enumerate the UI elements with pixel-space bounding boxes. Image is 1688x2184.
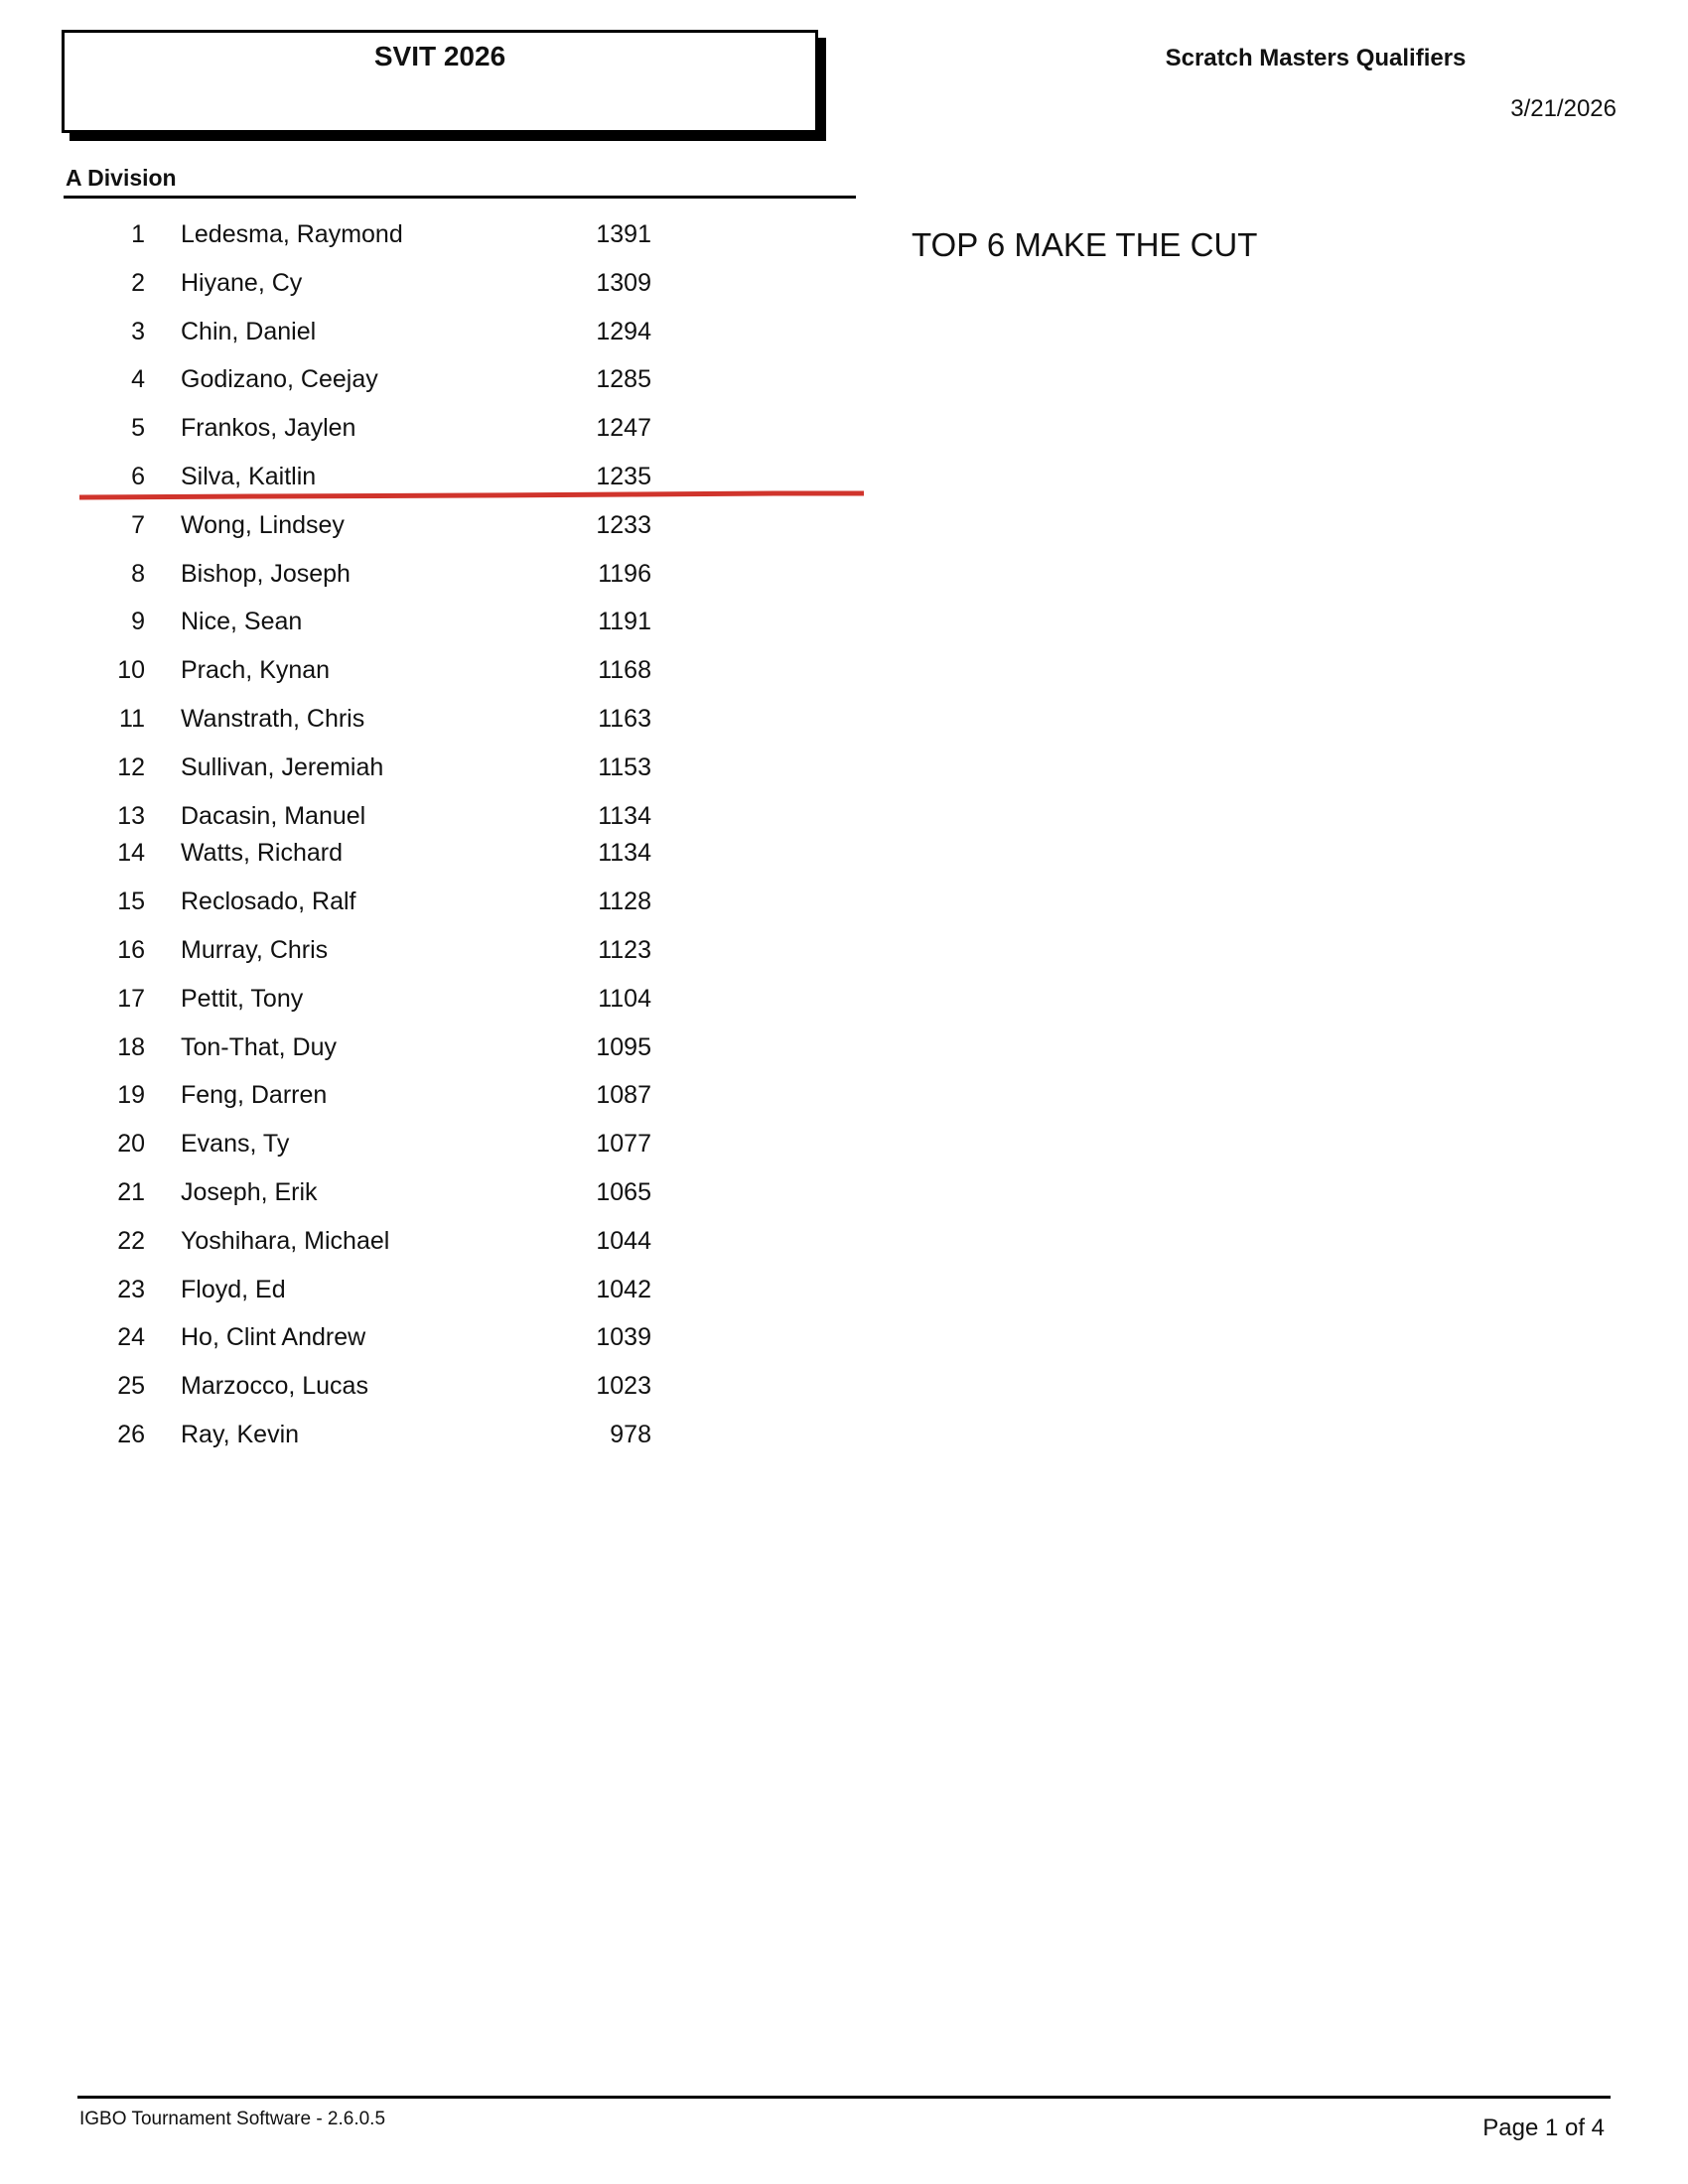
standings-row: [0, 1178, 695, 1212]
tournament-title-box: [62, 30, 818, 133]
row-rank: 1: [131, 220, 145, 248]
standings-row: [0, 1372, 695, 1406]
division-heading: A Division: [66, 165, 177, 191]
row-bowler-name: Wong, Lindsey: [181, 510, 345, 539]
row-score: 1309: [596, 268, 651, 297]
row-rank: 22: [117, 1226, 145, 1255]
row-rank: 18: [117, 1032, 145, 1061]
row-bowler-name: Yoshihara, Michael: [181, 1226, 390, 1255]
cut-line-marker: [79, 490, 864, 500]
standings-row: [0, 802, 695, 836]
row-bowler-name: Silva, Kaitlin: [181, 463, 317, 490]
row-bowler-name: Bishop, Joseph: [181, 559, 351, 588]
row-rank: 4: [131, 365, 145, 394]
standings-row: [0, 1323, 695, 1357]
row-score: 1104: [598, 984, 651, 1013]
row-rank: 8: [131, 559, 145, 588]
standings-row: [0, 220, 695, 254]
row-bowler-name: Ledesma, Raymond: [181, 220, 403, 248]
row-rank: 2: [131, 268, 145, 297]
row-score: 1134: [598, 801, 651, 830]
division-divider: [64, 196, 856, 199]
row-rank: 17: [117, 984, 145, 1013]
tournament-title: SVIT 2026: [373, 41, 506, 71]
standings-row: [0, 414, 695, 448]
row-score: 1235: [596, 463, 651, 490]
standings-row: [0, 656, 695, 690]
standings-row: [0, 1227, 695, 1261]
row-bowler-name: Reclosado, Ralf: [181, 887, 356, 916]
standings-row: [0, 705, 695, 739]
footer-software: IGBO Tournament Software - 2.6.0.5: [79, 2109, 386, 2129]
report-date: 3/21/2026: [1510, 95, 1617, 122]
row-bowler-name: Watts, Richard: [181, 839, 344, 868]
row-bowler-name: Hiyane, Cy: [181, 268, 303, 297]
row-score: 1294: [596, 317, 651, 345]
row-score: 1044: [596, 1226, 651, 1255]
row-score: 1196: [598, 559, 651, 588]
row-score: 1285: [596, 365, 651, 394]
standings-row: [0, 1033, 695, 1067]
row-score: 1128: [598, 887, 651, 916]
row-bowler-name: Dacasin, Manuel: [181, 801, 366, 830]
row-bowler-name: Wanstrath, Chris: [181, 705, 365, 733]
standings-row: [0, 936, 695, 970]
row-bowler-name: Pettit, Tony: [181, 984, 304, 1013]
row-score: 1039: [596, 1323, 651, 1352]
row-score: 1191: [598, 608, 651, 636]
row-rank: 15: [117, 887, 145, 916]
row-bowler-name: Evans, Ty: [181, 1130, 290, 1159]
row-bowler-name: Nice, Sean: [181, 608, 303, 636]
standings-row: [0, 1276, 695, 1309]
standings-row: [0, 511, 695, 545]
footer-page-number: Page 1 of 4: [1482, 2115, 1605, 2141]
row-score: 1065: [596, 1178, 651, 1206]
row-score: 1163: [598, 705, 651, 733]
row-rank: 26: [117, 1421, 145, 1448]
standings-row: [0, 985, 695, 1019]
standings-row: [0, 839, 695, 873]
row-score: 1077: [596, 1130, 651, 1159]
row-rank: 24: [117, 1323, 145, 1352]
row-rank: 6: [131, 463, 145, 490]
row-rank: 20: [117, 1130, 145, 1159]
row-rank: 3: [131, 317, 145, 345]
row-bowler-name: Ton-That, Duy: [181, 1032, 338, 1061]
row-score: 1153: [598, 752, 651, 781]
row-rank: 9: [131, 608, 145, 636]
row-score: 1233: [596, 510, 651, 539]
standings-row: [0, 608, 695, 641]
row-bowler-name: Godizano, Ceejay: [181, 365, 378, 394]
row-score: 1123: [598, 936, 651, 964]
row-rank: 14: [117, 839, 145, 868]
standings-row: [0, 318, 695, 351]
footer-divider: [77, 2096, 1611, 2099]
row-rank: 12: [117, 752, 145, 781]
cut-note: TOP 6 MAKE THE CUT: [912, 226, 1258, 263]
standings-row: [0, 753, 695, 787]
standings-row: [0, 1130, 695, 1163]
standings-row: [0, 365, 695, 399]
row-rank: 23: [117, 1275, 145, 1303]
standings-row: [0, 560, 695, 594]
row-score: 1391: [596, 220, 651, 248]
row-rank: 10: [117, 656, 145, 685]
row-bowler-name: Murray, Chris: [181, 936, 329, 964]
row-rank: 7: [131, 510, 145, 539]
cut-line-stroke: [79, 493, 864, 497]
row-bowler-name: Sullivan, Jeremiah: [181, 752, 384, 781]
row-bowler-name: Marzocco, Lucas: [181, 1372, 368, 1401]
row-rank: 5: [131, 414, 145, 443]
row-bowler-name: Prach, Kynan: [181, 656, 331, 685]
row-bowler-name: Joseph, Erik: [181, 1178, 318, 1206]
standings-row: [0, 1421, 695, 1454]
standings-row: [0, 1081, 695, 1115]
row-score: 1168: [598, 656, 651, 685]
row-bowler-name: Floyd, Ed: [181, 1275, 286, 1303]
row-rank: 13: [117, 801, 145, 830]
row-score: 1042: [596, 1275, 651, 1303]
row-rank: 25: [117, 1372, 145, 1401]
row-bowler-name: Feng, Darren: [181, 1081, 328, 1110]
row-bowler-name: Ho, Clint Andrew: [181, 1323, 366, 1352]
row-score: 1134: [598, 839, 651, 868]
row-score: 1023: [596, 1372, 651, 1401]
standings-row: [0, 269, 695, 303]
report-title: Scratch Masters Qualifiers: [1165, 45, 1467, 71]
row-rank: 11: [119, 705, 145, 733]
row-rank: 19: [117, 1081, 145, 1110]
row-bowler-name: Frankos, Jaylen: [181, 414, 356, 443]
row-rank: 16: [117, 936, 145, 964]
row-bowler-name: Ray, Kevin: [181, 1421, 300, 1448]
row-score: 1087: [596, 1081, 651, 1110]
row-score: 978: [610, 1421, 651, 1448]
row-score: 1095: [596, 1032, 651, 1061]
row-score: 1247: [596, 414, 651, 443]
row-bowler-name: Chin, Daniel: [181, 317, 317, 345]
standings-row: [0, 887, 695, 921]
row-rank: 21: [117, 1178, 145, 1206]
